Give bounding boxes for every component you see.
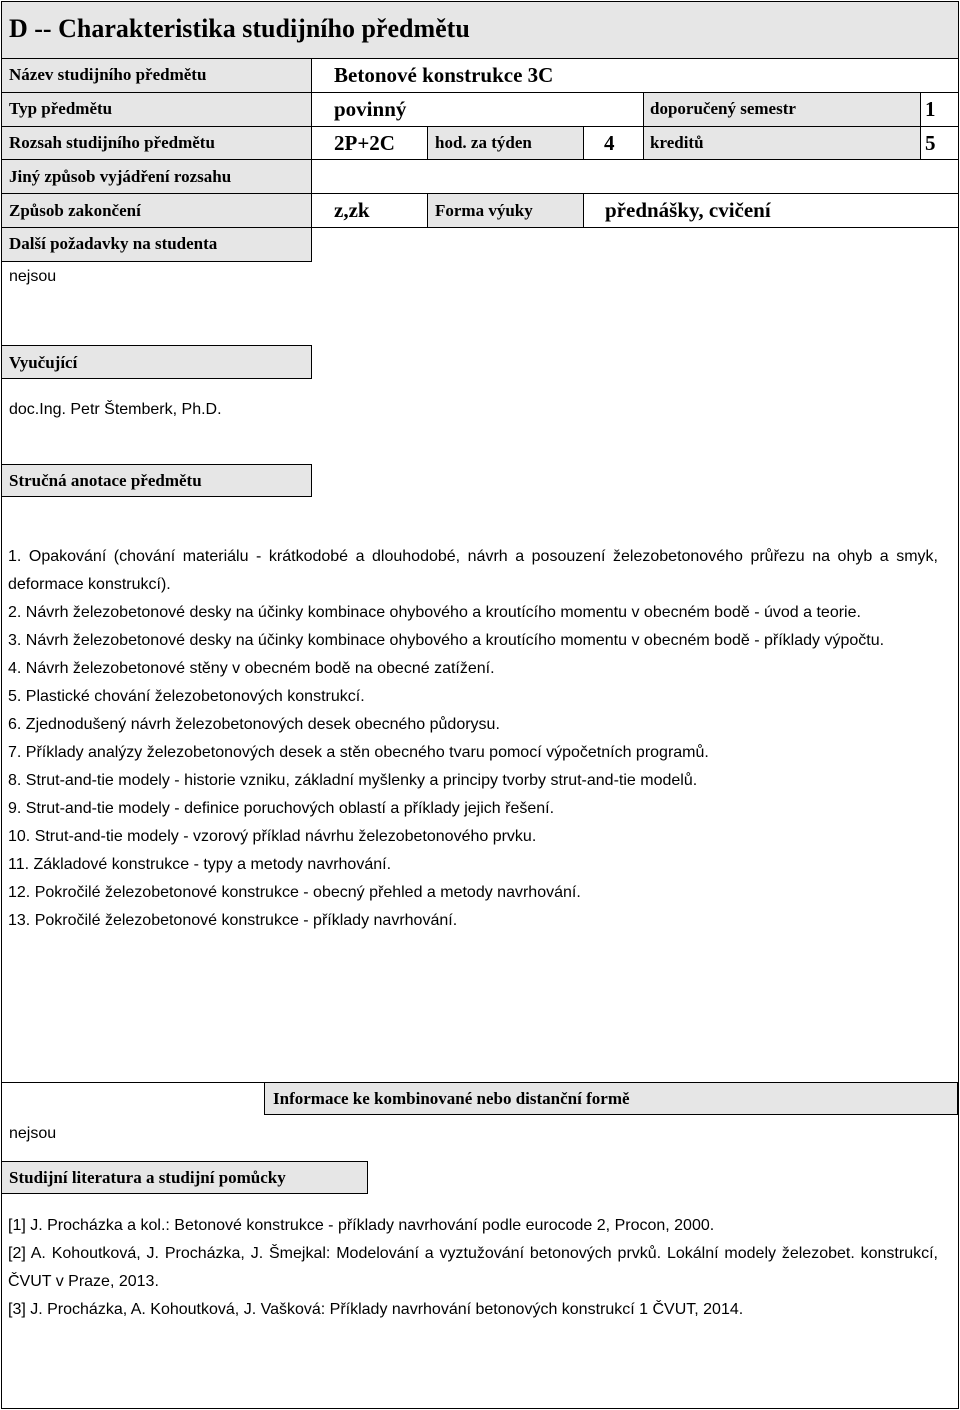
zakonceni-value: z,zk xyxy=(334,198,370,222)
divider xyxy=(643,92,644,160)
anotace-item: 9. Strut-and-tie modely - definice poruchových oblastí a příklady jejich řešení. xyxy=(8,800,555,817)
vyucujici-label: Vyučující xyxy=(9,353,78,372)
page-title: D -- Charakteristika studijního předmětu xyxy=(9,14,470,43)
anotace-item: 13. Pokročilé železobetonové konstrukce - příklady navrhování. xyxy=(8,912,458,929)
forma-value: přednášky, cvičení xyxy=(605,198,771,222)
kredity-label: kreditů xyxy=(650,133,704,152)
divider xyxy=(1,261,312,262)
rozsah-label: Rozsah studijního předmětu xyxy=(9,133,215,152)
anotace-item: 4. Návrh železobetonové stěny v obecném bodě na obecné zatížení. xyxy=(8,660,495,677)
divider xyxy=(1,126,959,127)
anotace-item: 3. Návrh železobetonové desky na účinky kombinace ohybového a kroutícího momentu v obecném bodě - příklady výpočtu. xyxy=(8,632,885,649)
literatura-item: [3] J. Procházka, A. Kohoutková, J. Vašková: Příklady navrhování betonových konstrukcí 1 ČVUT, 2014. xyxy=(8,1301,744,1318)
divider xyxy=(427,126,428,160)
literatura-label: Studijní literatura a studijní pomůcky xyxy=(9,1168,286,1187)
divider xyxy=(311,59,312,262)
divider xyxy=(1,227,959,228)
distancni-value: nejsou xyxy=(9,1125,57,1142)
nazev-label: Název studijního předmětu xyxy=(9,65,207,84)
anotace-item: 12. Pokročilé železobetonové konstrukce - obecný přehled a metody navrhování. xyxy=(8,884,581,901)
hod-value: 4 xyxy=(604,131,615,155)
forma-label: Forma výuky xyxy=(435,201,533,220)
anotace-item: 5. Plastické chování železobetonových konstrukcí. xyxy=(8,688,365,705)
anotace-item: 8. Strut-and-tie modely - historie vzniku, základní myšlenky a principy tvorby strut-and-tie modelů. xyxy=(8,772,698,789)
pozadavky-label: Další požadavky na studenta xyxy=(9,234,218,253)
anotace-list xyxy=(8,543,938,935)
divider xyxy=(583,126,584,160)
anotace-label: Stručná anotace předmětu xyxy=(9,471,202,490)
pozadavky-value: nejsou xyxy=(9,268,57,285)
anotace-item: 6. Zjednodušený návrh železobetonových desek obecného půdorysu. xyxy=(8,716,500,733)
label-column-bg xyxy=(2,59,311,261)
literatura-item: [1] J. Procházka a kol.: Betonové konstrukce - příklady navrhování podle eurocode 2, Procon, 2000. xyxy=(8,1217,715,1234)
rozsah-value: 2P+2C xyxy=(334,131,395,155)
anotace-item: 10. Strut-and-tie modely - vzorový příklad návrhu železobetonového prvku. xyxy=(8,828,537,845)
divider xyxy=(1,193,959,194)
hod-label: hod. za týden xyxy=(435,133,532,152)
divider xyxy=(1,92,959,93)
vyucujici-value: doc.Ing. Petr Štemberk, Ph.D. xyxy=(9,401,222,418)
typ-label: Typ předmětu xyxy=(9,99,113,118)
typ-value: povinný xyxy=(334,97,407,121)
divider xyxy=(920,92,921,160)
anotace-item: 11. Základové konstrukce - typy a metody navrhování. xyxy=(8,856,392,873)
semestr-label: doporučený semestr xyxy=(650,99,796,118)
jiny-label: Jiný způsob vyjádření rozsahu xyxy=(9,167,232,186)
divider xyxy=(427,193,428,227)
divider xyxy=(1,159,959,160)
anotace-item: 1. Opakování (chování materiálu - krátkodobé a dlouhodobé, návrh a posouzení železobetonového průřezu na ohyb a smyk, deformace konstrukcí). xyxy=(8,548,938,593)
distancni-label: Informace ke kombinované nebo distanční formě xyxy=(273,1089,630,1108)
divider xyxy=(583,193,584,227)
anotace-item: 7. Příklady analýzy železobetonových desek a stěn obecného tvaru pomocí výpočetních programů. xyxy=(8,744,709,761)
zakonceni-label: Způsob zakončení xyxy=(9,201,141,220)
kredity-value: 5 xyxy=(925,131,936,155)
semestr-value: 1 xyxy=(925,97,936,121)
nazev-value: Betonové konstrukce 3C xyxy=(334,63,554,87)
anotace-item: 2. Návrh železobetonové desky na účinky kombinace ohybového a kroutícího momentu v obecném bodě - úvod a teorie. xyxy=(8,604,861,621)
literatura-item: [2] A. Kohoutková, J. Procházka, J. Šmejkal: Modelování a vyztužování betonových prvků. Lokální modely železobet. konstrukcí, ČVUT v Praze, 2013. xyxy=(8,1245,938,1290)
literatura-list xyxy=(8,1212,938,1324)
